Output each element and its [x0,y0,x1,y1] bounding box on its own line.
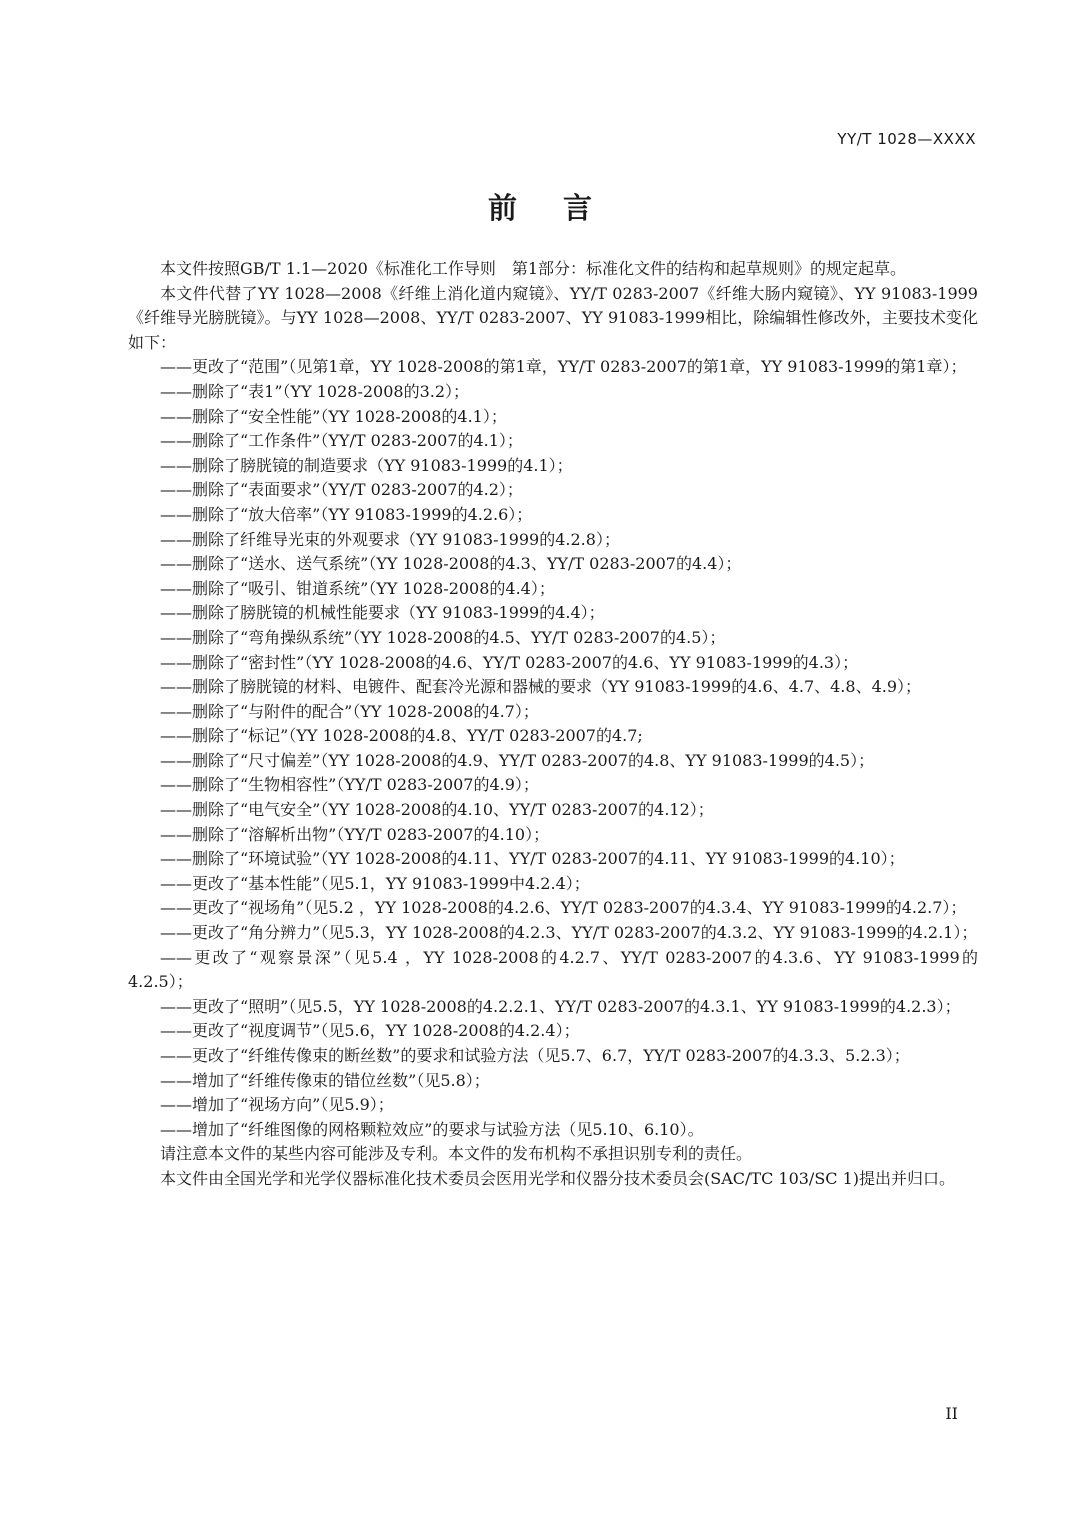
preface-paragraph: ——更改了“纤维传像束的断丝数”的要求和试验方法（见5.7、6.7，YY/T 0283-2007的4.3.3、5.2.3）； [160,1046,910,1065]
preface-paragraph: ——增加了“纤维传像束的错位丝数”（见5.8）； [160,1070,490,1090]
preface-paragraph: 请注意本文件的某些内容可能涉及专利。本文件的发布机构不承担识别专利的责任。 [160,1144,753,1164]
preface-paragraph: ——删除了“与附件的配合”（YY 1028-2008的4.7）； [160,701,539,721]
preface-paragraph: ——更改了“基本性能”（见5.1，YY 91083-1999中4.2.4）； [160,873,590,893]
preface-paragraph: ——更改了“观察景深”（见5.4 ，YY 1028-2008的4.2.7、YY/T 0283-2007的4.3.6、YY 91083-1999的4.2.5）； [128,947,978,992]
document-code: YY/T 1028—XXXX [837,130,976,148]
preface-paragraph: ——增加了“视场方向”（见5.9）； [160,1095,394,1115]
preface-paragraph: ——删除了“吸引、钳道系统”（YY 1028-2008的4.4）； [160,578,555,598]
preface-paragraph: ——更改了“视度调节”（见5.6，YY 1028-2008的4.2.4）； [160,1021,580,1041]
preface-paragraph: ——删除了“放大倍率”（YY 91083-1999的4.2.6）； [160,504,533,524]
page-title: 前言 [487,191,638,225]
preface-paragraph: ——删除了“标记”（YY 1028-2008的4.8、YY/T 0283-2007的4.7; [160,726,643,746]
preface-paragraph: ——删除了“弯角操纵系统”（YY 1028-2008的4.5、YY/T 0283-2007的4.5）； [160,627,726,647]
preface-paragraph: ——删除了膀胱镜的材料、电镀件、配套冷光源和器械的要求（YY 91083-1999的4.6、4.7、4.8、4.9）； [160,677,922,697]
preface-paragraph: ——删除了“工作条件”（YY/T 0283-2007的4.1）； [160,431,523,451]
preface-paragraph: 本文件由全国光学和光学仪器标准化技术委员会医用光学和仪器分技术委员会(SAC/TC 103/SC 1)提出并归口。 [160,1168,956,1188]
preface-paragraph: ——更改了“视场角”（见5.2 ，YY 1028-2008的4.2.6、YY/T 0283-2007的4.3.4、YY 91083-1999的4.2.7）； [160,898,967,918]
preface-paragraph: ——删除了“生物相容性”（YY/T 0283-2007的4.9）； [160,775,539,795]
preface-paragraph: ——删除了膀胱镜的制造要求（YY 91083-1999的4.1）； [160,455,573,475]
preface-paragraph: ——删除了纤维导光束的外观要求（YY 91083-1999的4.2.8）； [160,529,620,549]
preface-paragraph: ——更改了“范围”（见第1章，YY 1028-2008的第1章，YY/T 0283-2007的第1章，YY 91083-1999的第1章）； [160,357,967,377]
preface-paragraph: ——删除了“送水、送气系统”（YY 1028-2008的4.3、YY/T 0283-2007的4.4）； [160,554,742,574]
preface-paragraph: ——删除了“环境试验”（YY 1028-2008的4.11、YY/T 0283-2007的4.11、YY 91083-1999的4.10）； [160,849,905,869]
preface-paragraph: 本文件按照GB/T 1.1—2020《标准化工作导则 第1部分：标准化文件的结构和起草规则》的规定起草。 [160,259,907,278]
preface-paragraph: ——删除了“溶解析出物”（YY/T 0283-2007的4.10）； [160,824,550,844]
preface-paragraph: ——删除了“安全性能”（YY 1028-2008的4.1）； [160,406,507,426]
preface-paragraph: ——更改了“照明”（见5.5，YY 1028-2008的4.2.2.1、YY/T 0283-2007的4.3.1、YY 91083-1999的4.2.3）； [160,996,961,1016]
preface-paragraph: ——删除了“电气安全”（YY 1028-2008的4.10、YY/T 0283-2007的4.12）； [160,800,714,820]
preface-paragraph: ——更改了“角分辨力”（见5.3，YY 1028-2008的4.2.3、YY/T 0283-2007的4.3.2、YY 91083-1999的4.2.1）； [160,923,978,943]
preface-paragraph: ——增加了“纤维图像的网格颗粒效应”的要求与试验方法（见5.10、6.10）。 [160,1119,704,1139]
preface-paragraph: ——删除了膀胱镜的机械性能要求（YY 91083-1999的4.4）； [160,603,605,623]
preface-paragraph: ——删除了“表1”（YY 1028-2008的3.2）； [160,381,470,401]
preface-paragraph: 本文件代替了YY 1028—2008《纤维上消化道内窥镜》、YY/T 0283-2007《纤维大肠内窥镜》、YY 91083-1999《纤维导光膀胱镜》。与YY 1028—2008、YY/T 0283-2007、YY 91083-1999相比，除编辑性修改外，主要技术变化如下： [128,283,978,352]
preface-paragraph: ——删除了“密封性”（YY 1028-2008的4.6、YY/T 0283-2007的4.6、YY 91083-1999的4.3）； [160,652,859,672]
preface-paragraph: ——删除了“表面要求”（YY/T 0283-2007的4.2）； [160,480,523,500]
preface-paragraph: ——删除了“尺寸偏差”（YY 1028-2008的4.9、YY/T 0283-2007的4.8、YY 91083-1999的4.5）； [160,750,875,770]
preface-body [128,257,978,1192]
page-number: II [945,1404,958,1423]
